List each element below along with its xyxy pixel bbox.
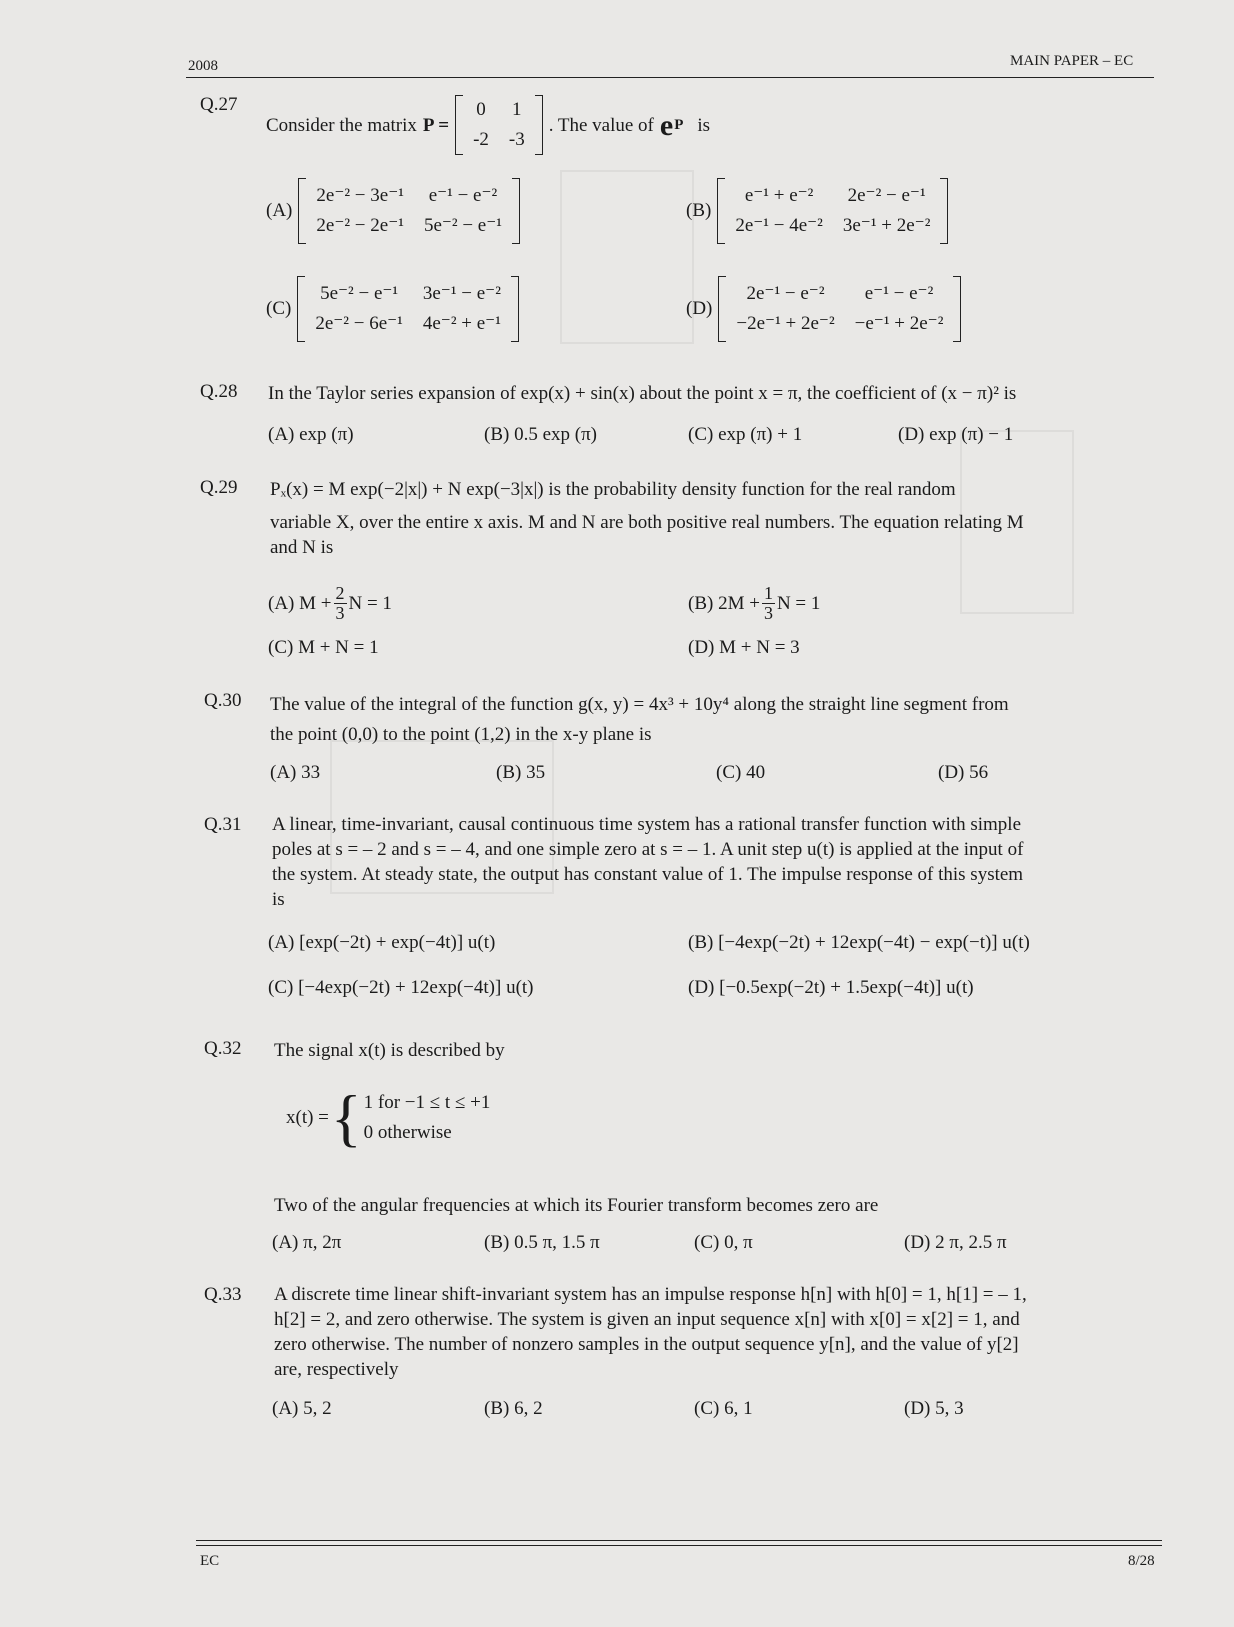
q27-matrix-cell: -3 bbox=[508, 129, 525, 150]
q27-option-matrix-cell: 5e⁻² − e⁻¹ bbox=[423, 215, 502, 236]
q30-line-1: The value of the integral of the function g(x, y) = 4x³ + 10y⁴ along the straight line segment from bbox=[270, 694, 1009, 715]
q27-option-matrix-cell: −e⁻¹ + 2e⁻² bbox=[854, 313, 944, 334]
q33-option-c: (C) 6, 1 bbox=[694, 1398, 753, 1419]
q32-option-a: (A) π, 2π bbox=[272, 1232, 342, 1253]
q27-text-pre: Consider the matrix bbox=[266, 114, 417, 136]
q27-matrix-cell: -2 bbox=[473, 129, 489, 150]
q29-option-a-fraction: $\frac{2}{3}$ bbox=[335, 583, 345, 623]
header-paper: MAIN PAPER – EC bbox=[1010, 53, 1134, 69]
q28-option-a: (A) exp (π) bbox=[268, 424, 354, 445]
header-year: 2008 bbox=[188, 58, 218, 74]
q27-option-matrix-cell: 2e⁻¹ − 4e⁻² bbox=[735, 215, 823, 236]
q28-option-d: (D) exp (π) − 1 bbox=[898, 424, 1014, 445]
q27-option-matrix-cell: e⁻¹ + e⁻² bbox=[744, 185, 814, 206]
q27-matrix-p bbox=[455, 95, 543, 155]
q31-option-a: (A) [exp(−2t) + exp(−4t)] u(t) bbox=[268, 932, 496, 953]
q32-line-2: Two of the angular frequencies at which its Fourier transform becomes zero are bbox=[274, 1195, 879, 1216]
footer-rule-1 bbox=[196, 1540, 1162, 1541]
q27-option-label: (B) bbox=[686, 200, 712, 221]
q27-option-matrix-cell: 2e⁻² − 6e⁻¹ bbox=[315, 313, 403, 334]
q27-option-matrix bbox=[717, 178, 948, 244]
q27-option-matrix-cell: 3e⁻¹ − e⁻² bbox=[422, 283, 501, 304]
q33-line-4: are, respectively bbox=[274, 1359, 399, 1380]
q32-number: Q.32 bbox=[204, 1038, 242, 1059]
q30-number: Q.30 bbox=[204, 690, 242, 711]
q31-number: Q.31 bbox=[204, 814, 242, 835]
q33-line-3: zero otherwise. The number of nonzero samples in the output sequence y[n], and the value of y[2] bbox=[274, 1334, 1019, 1355]
q29-option-b-fraction: $\frac{1}{3}$ bbox=[763, 583, 773, 623]
q32-lhs: x(t) = bbox=[286, 1107, 329, 1128]
q31-option-c: (C) [−4exp(−2t) + 12exp(−4t)] u(t) bbox=[268, 977, 534, 998]
q31-option-d: (D) [−0.5exp(−2t) + 1.5exp(−4t)] u(t) bbox=[688, 977, 974, 998]
q29-line-1: Pₓ(x) = M exp(−2|x|) + N exp(−3|x|) is the probability density function for the real random bbox=[270, 479, 956, 500]
q29-number: Q.29 bbox=[200, 477, 238, 498]
q32-option-d: (D) 2 π, 2.5 π bbox=[904, 1232, 1007, 1253]
q27-matrix-cell: 0 bbox=[476, 99, 486, 120]
q31-option-b: (B) [−4exp(−2t) + 12exp(−4t) − exp(−t)] u(t) bbox=[688, 932, 1030, 953]
q29-line-2: variable X, over the entire x axis. M and N are both positive real numbers. The equation relating M bbox=[270, 512, 1024, 533]
q27-matrix-label: P = bbox=[422, 114, 450, 136]
q27-option-matrix-cell: 2e⁻² − 2e⁻¹ bbox=[316, 215, 404, 236]
q32-option-c: (C) 0, π bbox=[694, 1232, 753, 1253]
q30-option-a: (A) 33 bbox=[270, 762, 321, 783]
q29-line-3: and N is bbox=[270, 537, 334, 558]
q33-line-1: A discrete time linear shift-invariant system has an impulse response h[n] with h[0] = 1, h[1] = – 1, bbox=[274, 1284, 1027, 1305]
q27-option-a bbox=[266, 178, 520, 244]
header-rule bbox=[186, 77, 1154, 78]
q31-line-2: poles at s = – 2 and s = – 4, and one simple zero at s = – 1. A unit step u(t) is applied at the input of bbox=[272, 839, 1024, 860]
q27-option-matrix bbox=[298, 178, 520, 244]
q28-number: Q.28 bbox=[200, 381, 238, 402]
q31-line-1: A linear, time-invariant, causal continuous time system has a rational transfer function with simple bbox=[272, 814, 1022, 835]
q32-cases bbox=[364, 1092, 491, 1144]
q29-option-d: (D) M + N = 3 bbox=[688, 637, 800, 658]
q32-option-b: (B) 0.5 π, 1.5 π bbox=[484, 1232, 600, 1253]
bleed-through-figure bbox=[560, 170, 694, 344]
q31-line-3: the system. At steady state, the output has constant value of 1. The impulse response of this system bbox=[272, 864, 1024, 885]
q27-exp-base: e bbox=[659, 108, 674, 142]
q27-number: Q.27 bbox=[200, 94, 238, 115]
q27-option-matrix-cell: 2e⁻² − e⁻¹ bbox=[847, 185, 926, 206]
q27-stem: Consider the matrix P = 0 1 -2 -3 . The value of e P is bbox=[266, 95, 710, 155]
q30-option-d: (D) 56 bbox=[938, 762, 989, 783]
q27-text-post: . The value of bbox=[548, 114, 654, 136]
q27-text-end: is bbox=[697, 114, 711, 136]
q27-option-matrix-cell: 2e⁻¹ − e⁻² bbox=[746, 283, 825, 304]
q27-matrix-cell: 1 bbox=[512, 99, 522, 120]
q27-option-label: (C) bbox=[266, 298, 292, 319]
q27-option-matrix bbox=[718, 276, 961, 342]
q28-option-b: (B) 0.5 exp (π) bbox=[484, 424, 598, 445]
q30-line-2: the point (0,0) to the point (1,2) in the x-y plane is bbox=[270, 724, 652, 745]
q27-option-matrix-cell: e⁻¹ − e⁻² bbox=[864, 283, 934, 304]
footer-rule-2 bbox=[196, 1545, 1162, 1546]
q33-option-d: (D) 5, 3 bbox=[904, 1398, 964, 1419]
q27-option-matrix-cell: −2e⁻¹ + 2e⁻² bbox=[736, 313, 835, 334]
q29-option-c: (C) M + N = 1 bbox=[268, 637, 379, 658]
q33-option-a: (A) 5, 2 bbox=[272, 1398, 332, 1419]
q28-option-c: (C) exp (π) + 1 bbox=[688, 424, 803, 445]
q29-option-b: (B) 2M + $\frac{1}{3}$ N = 1 bbox=[688, 583, 821, 623]
footer-code: EC bbox=[200, 1553, 220, 1569]
q33-number: Q.33 bbox=[204, 1284, 242, 1305]
q32-piecewise bbox=[286, 1082, 491, 1153]
q27-option-b bbox=[686, 178, 948, 244]
q27-option-matrix-cell: 2e⁻² − 3e⁻¹ bbox=[316, 185, 404, 206]
q32-case-1: 1 for −1 ≤ t ≤ +1 bbox=[363, 1092, 491, 1113]
q27-option-matrix-cell: 3e⁻¹ + 2e⁻² bbox=[842, 215, 931, 236]
q32-case-2: 0 otherwise bbox=[363, 1122, 452, 1143]
q27-option-c bbox=[266, 276, 519, 342]
q29-option-a: (A) M + $\frac{2}{3}$ N = 1 bbox=[268, 583, 392, 623]
q28-text: In the Taylor series expansion of exp(x) + sin(x) about the point x = π, the coefficient of (x − π)² is bbox=[268, 383, 1017, 404]
q33-line-2: h[2] = 2, and zero otherwise. The system is given an input sequence x[n] with x[0] = x[2] = 1, and bbox=[274, 1309, 1020, 1330]
q30-option-b: (B) 35 bbox=[496, 762, 546, 783]
q31-line-4: is bbox=[272, 889, 285, 910]
q30-option-c: (C) 40 bbox=[716, 762, 766, 783]
q27-option-label: (A) bbox=[266, 200, 293, 221]
q27-option-d bbox=[686, 276, 961, 342]
q32-line-1: The signal x(t) is described by bbox=[274, 1040, 505, 1061]
q27-option-label: (D) bbox=[686, 298, 713, 319]
q27-option-matrix-cell: e⁻¹ − e⁻² bbox=[428, 185, 498, 206]
q27-option-matrix-cell: 4e⁻² + e⁻¹ bbox=[422, 313, 501, 334]
q27-option-matrix bbox=[297, 276, 519, 342]
footer-page: 8/28 bbox=[1128, 1553, 1155, 1569]
q33-option-b: (B) 6, 2 bbox=[484, 1398, 543, 1419]
q27-option-matrix-cell: 5e⁻² − e⁻¹ bbox=[320, 283, 399, 304]
q32-curly-brace: { bbox=[330, 1082, 362, 1153]
